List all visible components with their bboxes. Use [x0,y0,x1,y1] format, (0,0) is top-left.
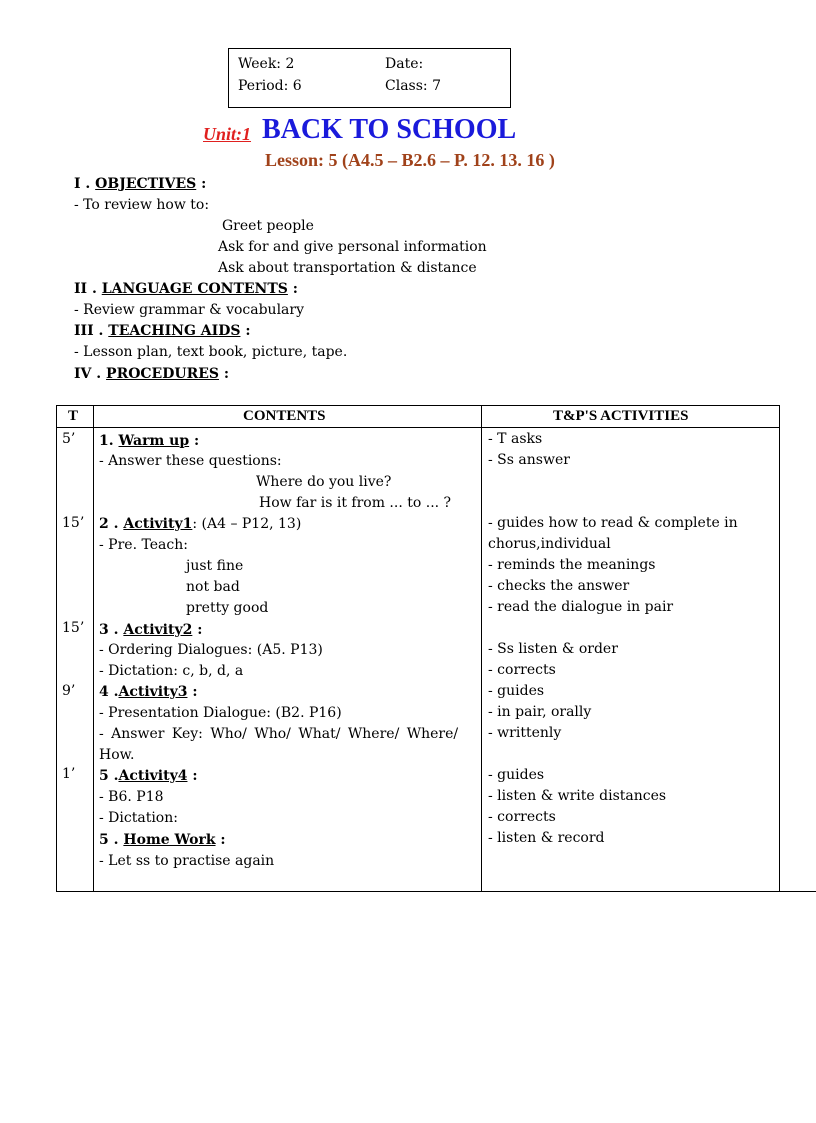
language-colon: : [287,281,298,297]
vocab-item: just fine [186,558,244,574]
activity4-line: - B6. P18 [99,789,164,805]
activity-cell: - corrects [488,662,556,678]
objectives-title: OBJECTIVES [95,176,197,192]
header-activities: T&P'S ACTIVITIES [553,408,689,424]
table-right-border [779,405,780,892]
activity1-ref: : (A4 – P12, 13) [192,516,302,532]
activity1-heading [99,514,301,535]
activity4-heading [99,766,198,787]
activity3-colon: : [187,684,198,700]
language-title: LANGUAGE CONTENTS [101,281,288,297]
date-label: Date: [385,56,424,72]
table-left-border [56,405,57,892]
activity-cell: - listen & write distances [488,788,667,804]
activity-cell: - guides [488,767,545,783]
objective-item: Ask for and give personal information [218,239,487,255]
objective-item: Greet people [222,218,314,234]
language-num: II . [74,281,102,297]
activity-cell: - Ss answer [488,452,570,468]
activity3-title: Activity3 [118,684,188,700]
homework-line: - Let ss to practise again [99,853,275,869]
aids-colon: : [240,323,251,339]
table-bottom-border [56,891,816,892]
time-cell: 5’ [62,431,76,447]
table-col-divider [481,405,482,892]
objectives-num: I . [74,176,96,192]
objectives-heading [74,175,206,193]
activity3-line: - Answer Key: Who/ Who/ What/ Where/ Where/ [99,726,459,742]
header-t: T [68,408,79,424]
activity-cell: - checks the answer [488,578,630,594]
activity-cell: - corrects [488,809,556,825]
warm-up-heading [99,431,199,452]
activity2-heading [99,620,202,641]
activity2-colon: : [192,622,203,638]
vocab-item: pretty good [186,600,269,616]
time-cell: 15’ [62,515,85,531]
aids-text: - Lesson plan, text book, picture, tape. [74,344,348,360]
warm-up-colon: : [189,433,200,449]
warm-up-question: Where do you live? [256,474,392,490]
objectives-intro: - To review how to: [74,197,210,213]
activity2-line: - Ordering Dialogues: (A5. P13) [99,642,323,658]
activity-cell: - listen & record [488,830,605,846]
aids-title: TEACHING AIDS [108,323,241,339]
activity-cell: - Ss listen & order [488,641,618,657]
aids-heading [74,322,251,340]
week-label: Week: 2 [238,56,295,72]
homework-title: Home Work [123,832,216,848]
homework-num: 5 . [99,832,124,848]
activity3-heading [99,682,198,703]
aids-num: III . [74,323,109,339]
homework-heading [99,830,226,851]
time-cell: 1’ [62,766,76,782]
activity-cell: - in pair, orally [488,704,592,720]
activity-cell: chorus,individual [488,536,611,552]
vocab-item: not bad [186,579,240,595]
warm-up-question: How far is it from ... to ... ? [259,495,452,511]
class-label: Class: 7 [385,78,441,94]
homework-colon: : [215,832,226,848]
activity2-title: Activity2 [123,622,193,638]
activity2-num: 3 . [99,622,124,638]
activity4-num: 5 . [99,768,119,784]
activity4-line: - Dictation: [99,810,178,826]
activity3-line: How. [99,747,135,763]
activity-cell: - guides [488,683,545,699]
period-label: Period: 6 [238,78,302,94]
objective-item: Ask about transportation & distance [218,260,477,276]
activity-cell: - T asks [488,431,543,447]
activity4-colon: : [187,768,198,784]
warm-up-line: - Answer these questions: [99,453,282,469]
table-header-border [56,427,780,428]
warm-up-num: 1. [99,433,119,449]
time-cell: 15’ [62,620,85,636]
time-cell: 9’ [62,683,76,699]
activity4-title: Activity4 [118,768,188,784]
procedures-heading [74,365,229,383]
activity3-num: 4 . [99,684,119,700]
header-info-box [228,48,511,108]
language-heading [74,280,298,298]
procedures-num: IV . [74,366,107,382]
unit-label: Unit:1 [203,124,252,144]
procedures-title: PROCEDURES [106,366,219,382]
activity1-title: Activity1 [123,516,193,532]
header-contents: CONTENTS [243,408,326,424]
activity-cell: - guides how to read & complete in [488,515,738,531]
table-col-divider [93,405,94,892]
activity1-num: 2 . [99,516,124,532]
unit-title: BACK TO SCHOOL [262,114,517,145]
language-text: - Review grammar & vocabulary [74,302,304,318]
activity2-line: - Dictation: c, b, d, a [99,663,244,679]
lesson-title: Lesson: 5 (A4.5 – B2.6 – P. 12. 13. 16 ) [265,150,555,170]
procedures-colon: : [218,366,230,382]
activity1-line: - Pre. Teach: [99,537,188,553]
warm-up-title: Warm up [118,433,190,449]
activity-cell: - read the dialogue in pair [488,599,674,615]
activity-cell: - writtenly [488,725,562,741]
activity-cell: - reminds the meanings [488,557,656,573]
objectives-colon: : [196,176,207,192]
activity3-line: - Presentation Dialogue: (B2. P16) [99,705,342,721]
